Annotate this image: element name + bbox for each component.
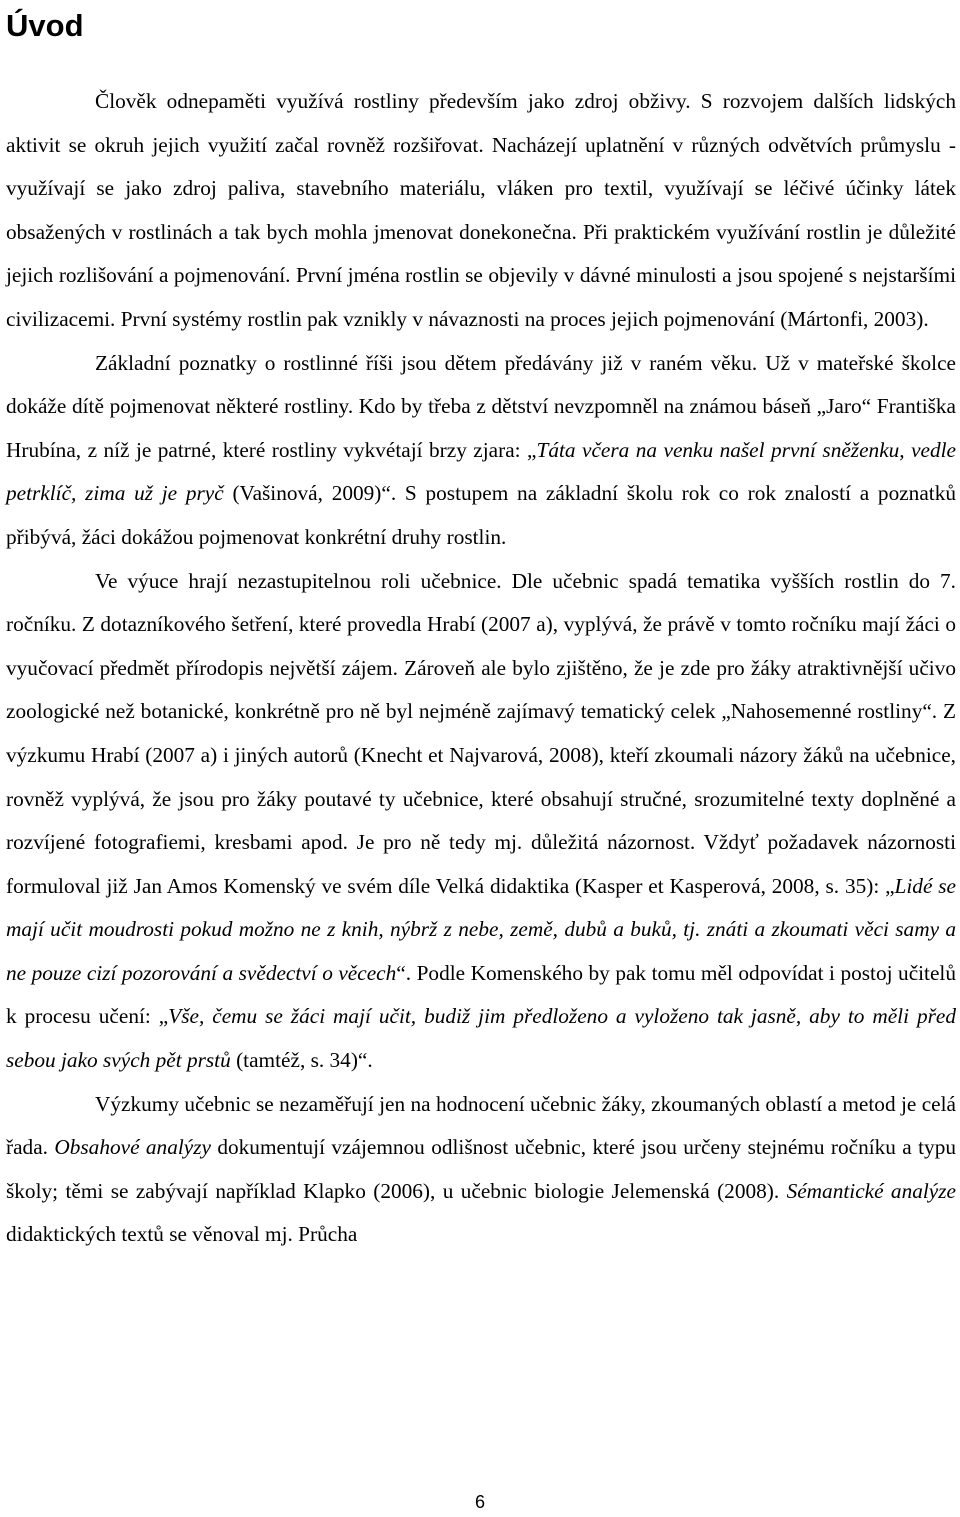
komensky-quote: Vše, čemu se žáci mají učit, budiž jim předloženo a vyloženo tak jasně, aby to měli před sebou jako svých pět prstů: [6, 1004, 957, 1073]
emphasis-term: Sémantické analýze: [786, 1178, 956, 1203]
page-number: 6: [474, 1492, 485, 1512]
emphasis-term: Obsahové analýzy: [54, 1135, 211, 1160]
paragraph: [6, 342, 956, 560]
text-run: Ve výuce hrají nezastupitelnou roli učebnice. Dle učebnic spadá tematika vyšších rostlin do 7. ročníku. Z dotazníkového šetření, které provedla Hrabí (2007 a), vyplývá, že právě v tomto ročníku mají žáci o vyučovací předmět přírodopis největší zájem. Zároveň ale bylo zjištěno, že je zde pro žáky atraktivnější učivo zoologické než botanické, konkrétně pro ně byl nejméně zajímavý tematický celek „Nahosemenné rostliny“. Z výzkumu Hrabí (2007 a) i jiných autorů (Knecht et Najvarová, 2008), kteří zkoumali názory žáků na učebnice, rovněž vyplývá, že jsou pro žáky poutavé ty učebnice, které obsahují stručné, srozumitelné texty doplněné a rozvíjené fotografiemi, kresbami apod. Je pro ně tedy mj. důležitá názornost. Vždyť požadavek názornosti formuloval již Jan Amos Komenský ve svém díle Velká didaktika (Kasper et Kasperová, 2008, s. 35): „: [6, 568, 956, 898]
text-run: didaktických textů se věnoval mj. Průcha: [6, 1222, 358, 1247]
paragraph: [6, 80, 956, 342]
text-run: (Vašinová, 2009)“. S postupem na základní školu rok co rok znalostí a poznatků přibývá, žáci dokážou pojmenovat konkrétní druhy rostlin.: [6, 481, 956, 549]
section-heading: Úvod: [6, 8, 84, 43]
text-run: (tamtéž, s. 34)“.: [230, 1048, 373, 1073]
text-run: “. Podle Komenského by pak tomu měl odpovídat i postoj učitelů k procesu učení: „: [6, 960, 956, 1029]
text-run: dokumentují vzájemnou odlišnost učebnic, které jsou určeny stejnému ročníku a typu školy; těmi se zabývají například Klapko (2006), u učebnic biologie Jelemenská (2008).: [6, 1135, 957, 1203]
text-run: Člověk odnepaměti využívá rostliny především jako zdroj obživy. S rozvojem dalších lidských aktivit se okruh jejich využití začal rovněž rozšiřovat. Nacházejí uplatnění v různých odvětvích průmyslu - využívají se jako zdroj paliva, stavebního materiálu, vláken pro textil, využívají se léčivé účinky látek obsažených v rostlinách a tak bych mohla jmenovat donekonečna. Při praktickém využívání rostlin je důležité jejich rozlišování a pojmenování. První jména rostlin se objevily v dávné minulosti a jsou spojené s nejstaršími civilizacemi. První systémy rostlin pak vznikly v návaznosti na proces jejich pojmenování (Mártonfi, 2003).: [6, 89, 956, 331]
paragraph: [6, 1083, 956, 1257]
text-run: Výzkumy učebnic se nezaměřují jen na hodnocení učebnic žáky, zkoumaných oblastí a metod je celá řada.: [6, 1091, 956, 1160]
text-run: Základní poznatky o rostlinné říši jsou dětem předávány již v raném věku. Už v mateřské školce dokáže dítě pojmenovat některé rostliny. Kdo by třeba z dětství nevzpomněl na známou báseň „Jaro“ Františka Hrubína, z níž je patrné, které rostliny vykvétají brzy zjara: „: [6, 350, 956, 462]
komensky-quote: Lidé se mají učit moudrosti pokud možno ne z knih, nýbrž z nebe, země, dubů a buků, tj. znáti a zkoumati věci samy a ne pouze cizí pozorování a svědectví o věcech: [6, 873, 956, 985]
body-text: [6, 80, 956, 1257]
paragraph: [6, 560, 956, 1083]
poem-quote: Táta včera na venku našel první sněženku, vedle petrklíč, zima už je pryč: [6, 437, 956, 506]
